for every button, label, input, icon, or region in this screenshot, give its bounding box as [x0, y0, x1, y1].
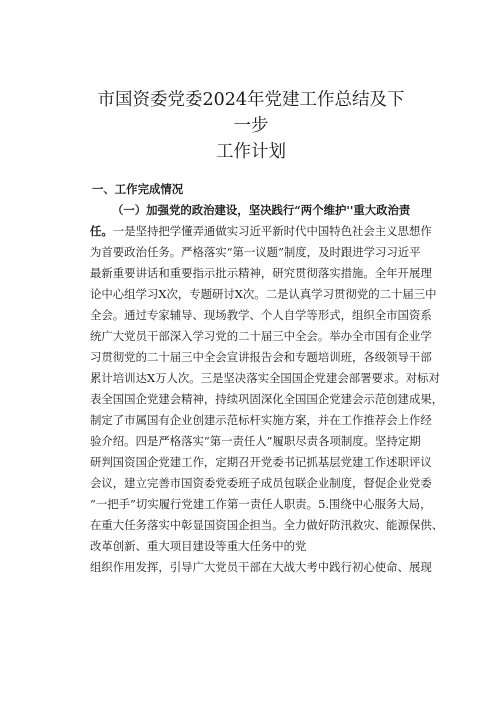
paragraph-line: 改革创新、重大项目建设等重大任务中的党 — [90, 539, 307, 553]
subheading-line-2: 任。 — [90, 224, 113, 238]
paragraph-line: 会议，建立完善市国资委党委班子成员包联企业制度，督促企业党委 — [90, 476, 432, 490]
paragraph-line: 最新重要讲话和重要指示批示精神，研究贯彻落实措施。全年开展理 — [90, 266, 432, 280]
paragraph-line: 在重大任务落实中彰显国资国企担当。全力做好防汛救灾、能源保供、 — [90, 518, 444, 532]
paragraph-line-1 — [90, 221, 432, 242]
title-line-1: 市国资委党委2024年党建工作总结及下一步 — [97, 90, 405, 136]
paragraph-line: 研判国资国企党建工作，定期召开党委书记抓基层党建工作述职评议 — [90, 455, 432, 469]
paragraph-line: “一把手”切实履行党建工作第一责任人职责。5.围绕中心服务大局， — [90, 497, 432, 511]
title-line-2: 工作计划 — [216, 142, 286, 162]
paragraph-text: 一是坚持把学懂弄通做实习近平新时代中国特色社会主义思想作 — [112, 224, 432, 238]
paragraph-line: 制定了市属国有企业创建示范标杆实施方案，并在工作推荐会上作经 — [90, 413, 432, 427]
subheading-line-1: （一）加强党的政治建设，坚决践行“两个维护''重大政治责 — [112, 203, 411, 217]
paragraph-line: 统广大党员干部深入学习党的二十届三中全会。举办全市国有企业学 — [90, 329, 432, 343]
paragraph-line: 累计培训达X万人次。三是坚决落实全国国企党建会部署要求。对标对 — [90, 371, 440, 385]
paragraph-line: 组织作用发挥，引导广大党员干部在大战大考中践行初心使命、展现 — [90, 560, 432, 574]
section-heading: 一、工作完成情况 — [92, 182, 184, 196]
paragraph-line: 全会。通过专家辅导、现场教学、个人自学等形式，组织全市国资系 — [90, 308, 432, 322]
paragraph-line: 论中心组学习X次，专题研讨X次。二是认真学习贯彻党的二十届三中 — [90, 287, 437, 301]
paragraph-line: 表全国国企党建会精神，持续巩固深化全国国企党建会示范创建成果， — [90, 392, 444, 406]
paragraph-line: 习贯彻党的二十届三中全会宣讲报告会和专题培训班，各级领导干部 — [90, 350, 432, 364]
document-title — [90, 0, 412, 165]
paragraph-line: 为首要政治任务。严格落实“第一议题”制度，及时跟进学习习近平 — [90, 245, 421, 259]
document-body — [90, 179, 444, 578]
paragraph-line: 验介绍。四是严格落实“第一责任人”履职尽责各项制度。坚持定期 — [90, 434, 421, 448]
